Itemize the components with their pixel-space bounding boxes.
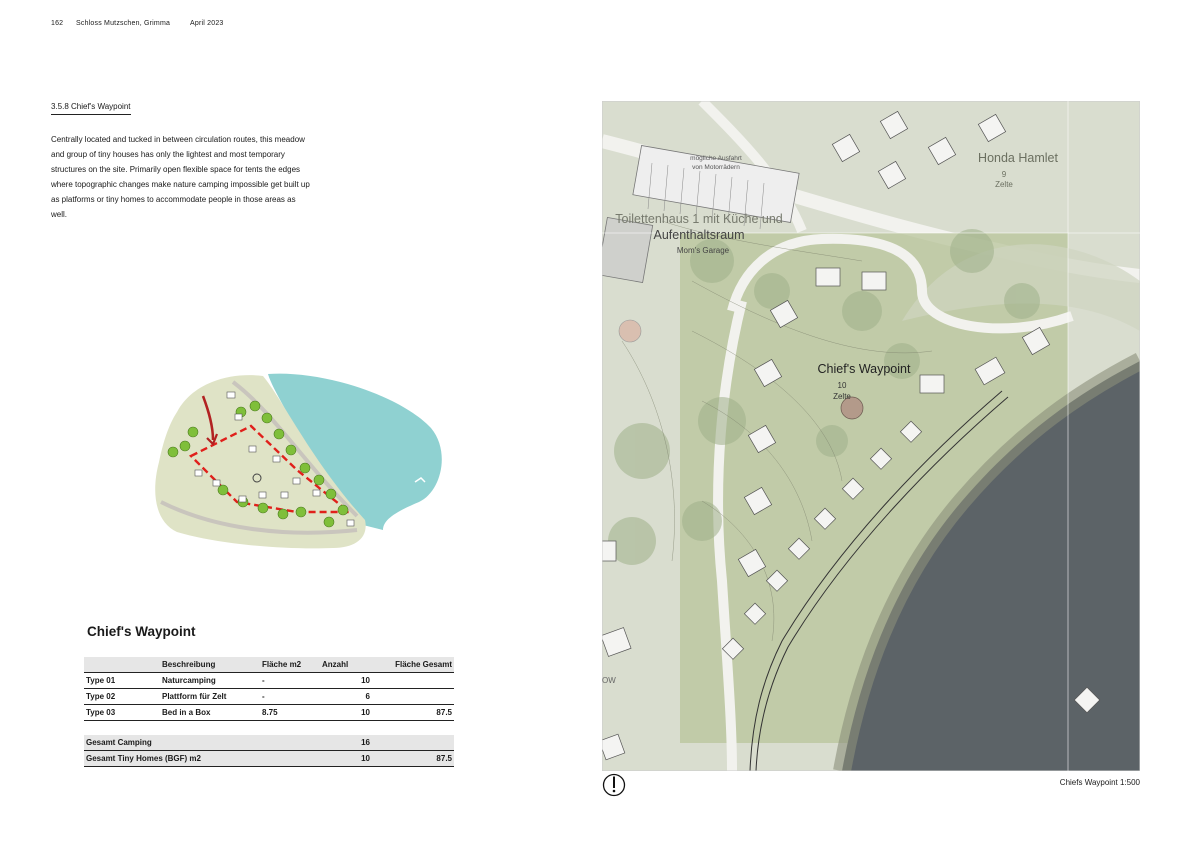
north-arrow-icon: [602, 773, 626, 797]
table-cell: Gesamt Camping: [84, 735, 320, 751]
table-header-cell: Fläche m2: [260, 657, 320, 673]
chiefs-waypoint-plan-label: Chief's Waypoint: [817, 362, 911, 376]
chiefs-waypoint-unit: Zelte: [833, 392, 851, 401]
table-row: [84, 689, 454, 705]
chiefs-waypoint-count: 10: [837, 381, 847, 390]
document-date: April 2023: [190, 20, 224, 27]
garage-label: Mom's Garage: [676, 246, 730, 255]
table-cell: Type 02: [84, 689, 160, 705]
site-plan-map: [602, 101, 1140, 771]
table-cell: [372, 673, 454, 689]
table-cell: Gesamt Tiny Homes (BGF) m2: [84, 751, 320, 767]
lounge-label: Aufenthaltsraum: [653, 228, 745, 242]
table-cell: 87.5: [372, 751, 454, 767]
table-title: Chief's Waypoint: [87, 624, 196, 639]
table-cell: 16: [320, 735, 372, 751]
ausfahrt-label-1: mögliche Ausfahrt: [690, 155, 742, 162]
table-cell: 10: [320, 751, 372, 767]
table-cell: 8.75: [260, 705, 320, 721]
edge-label: OW: [602, 676, 616, 685]
honda-hamlet-count: 9: [1001, 170, 1007, 179]
site-diagram-illustration: [133, 352, 466, 562]
honda-hamlet-label: Honda Hamlet: [978, 151, 1058, 165]
table-total-row: [84, 751, 454, 767]
table-cell: 10: [320, 673, 372, 689]
table-header-cell: [84, 657, 160, 673]
project-name: Schloss Mutzschen, Grimma: [76, 20, 171, 27]
table-header-row: [84, 657, 454, 673]
ausfahrt-label-2: von Motorrädern: [692, 164, 740, 171]
table-cell: Bed in a Box: [160, 705, 260, 721]
honda-hamlet-unit: Zelte: [995, 180, 1013, 189]
table-header-cell: Fläche Gesamt: [372, 657, 454, 673]
table-total-row: [84, 735, 454, 751]
toilet-house-label: Toilettenhaus 1 mit Küche und: [615, 212, 783, 226]
table-cell: 87.5: [372, 705, 454, 721]
table-cell: Type 01: [84, 673, 160, 689]
section-body-text: Centrally located and tucked in between circulation routes, this meadow and group of tiny houses has only the lightest and most temporary structures on the site. Primarily open flexible space for tents the edges where topographic changes make nature camping impossible get built up as platforms or tiny homes to accommodate people in those areas as well.: [51, 135, 310, 219]
table-cell: -: [260, 689, 320, 705]
table-cell: [372, 689, 454, 705]
table-cell: Plattform für Zelt: [160, 689, 260, 705]
plan-caption: Chiefs Waypoint 1:500: [1059, 778, 1140, 787]
page-number: 162: [51, 20, 64, 27]
table-cell: [372, 735, 454, 751]
table-header-cell: Anzahl: [320, 657, 372, 673]
table-spacer: [84, 721, 454, 736]
table-cell: 6: [320, 689, 372, 705]
table-cell: Type 03: [84, 705, 160, 721]
area-schedule-table: [84, 657, 454, 767]
table-cell: -: [260, 673, 320, 689]
table-row: [84, 673, 454, 689]
table-header-cell: Beschreibung: [160, 657, 260, 673]
section-heading: 3.5.8 Chief's Waypoint: [51, 102, 131, 115]
table-cell: 10: [320, 705, 372, 721]
table-row: [84, 705, 454, 721]
table-cell: Naturcamping: [160, 673, 260, 689]
